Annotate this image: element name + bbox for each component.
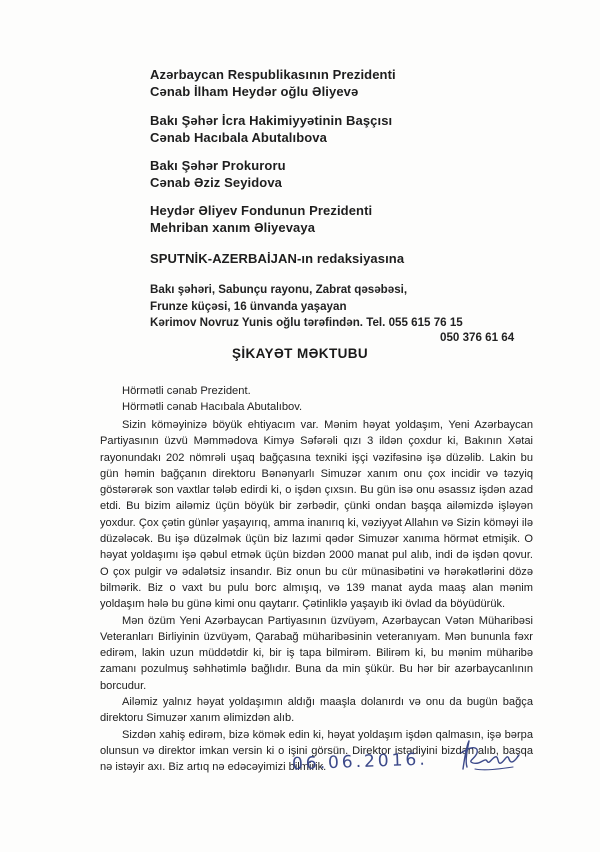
sender-street-line: Frunze küçəsi, 16 ünvanda yaşayan	[150, 299, 347, 313]
sender-block	[150, 282, 463, 332]
signature	[455, 735, 525, 777]
greeting-executive-head: Hörmətli cənab Hacıbala Abutalıbov.	[122, 401, 303, 413]
addressee-executive-head: Bakı Şəhər İcra Hakimiyyətinin Başçısı Cənab Hacıbala Abutalıbova	[150, 113, 393, 145]
paragraph: Ailəmiz yalnız həyat yoldaşımın aldığı maaşla dolanırdı və onu da bugün bağça direktoru Simuzər xanım əlimizdən alıb.	[100, 696, 533, 725]
paragraph: Sizin köməyinizə böyük ehtiyacım var. Mənim həyat yoldaşım, Yeni Azərbaycan Partiyasının üzvü Məmmədova Kimyə Səfərəli qızı 3 ildən çoxdur ki, Bakının Xətai rayonundakı 202 nömrəli uşaq bağçasına texniki işçi vəzifəsinə işə düzəlib. Lakin bu gün həmin bağçanın direktoru Bənənyarlı Simuzər xanım onu çox incidir və təzyiq göstərərək son vaxtlar tələb edirdi ki, o işdən çıxsın. Bu gün isə onu əsassız işdən azad etdi. Bu bizim ailəmiz üçün böyük bir zərbədir, çünki ondan başqa ailəmizdə işləyən yoxdur. Çox çətin günlər yaşayırıq, amma inanırıq ki, vəziyyət Allahın və Sizin köməyi ilə düzələcək. Bu işə düzəlmək üçün biz lazımi qədər Simuzər xanıma hörmət etmişik. O həyat yoldaşımı işə qəbul etmək üçün bizdən 2000 manat pul alıb, indi də işdən qovur. O çox pulgir və ədalətsiz insandır. Biz onun bu cür münasibətini və hərəkətlərini dözə bilmərik. Biz o vaxt bu pulu borc almışıq, və 139 manat ayda maaş alan mənim yoldaşım hələ bu günə kimi onu qaytarır. Çətinliklə yaşayıb iki övlad da böyüdürük.	[100, 419, 533, 611]
greeting-president: Hörmətli cənab Prezident.	[122, 385, 251, 397]
handwritten-date: 06.06.2016.	[291, 749, 429, 775]
paragraph: Mən özüm Yeni Azərbaycan Partiyasının üzvüyəm, Azərbaycan Vətən Müharibəsi Veteranları Birliyinin üzvüyəm, Qarabağ müharibəsinin veteranıyam. Mən bununla fəxr edirəm, lakin uzun müddətdir ki, bir iş tapa bilmirəm. Bilirəm ki, bu mənim müharibə zamanı pozulmuş səhhətimlə bağlıdır. Buna da min şükür. Bu hər bir azərbaycanlının borcudur.	[100, 614, 533, 692]
addressee-president: Azərbaycan Respublikasının Prezidenti Cənab İlham Heydər oğlu Əliyevə	[150, 67, 396, 99]
paragraph: Sizdən xahiş edirəm, bizə kömək edin ki, həyat yoldaşım işdən qalmasın, işə bərpa olunsun və direktor imkan versin ki o işini görsün. Direktor istədiyini bizdən alıb, başqa nə istəyir axı. Biz artıq nə edəcəyimizi bilmirik.	[100, 728, 533, 774]
letter-title: ŞİKAYƏT MƏKTUBU	[231, 346, 369, 361]
sender-phone-2: 050 376 61 64	[440, 331, 515, 344]
addressee-prosecutor: Bakı Şəhər Prokuroru Cənab Əziz Seyidova	[150, 158, 286, 190]
sender-address-line: Bakı şəhəri, Sabunçu rayonu, Zabrat qəsəbəsi,	[150, 283, 408, 296]
sender-name-line: Kərimov Novruz Yunis oğlu tərəfindən. Tel. 055 615 76 15	[150, 316, 463, 329]
addressee-foundation: Heydər Əliyev Fondunun Prezidenti Mehriban xanım Əliyevaya	[150, 203, 373, 235]
addressee-editorial: SPUTNİK-AZERBAİJAN-ın redaksiyasına	[150, 251, 405, 266]
letter-body	[100, 417, 533, 776]
